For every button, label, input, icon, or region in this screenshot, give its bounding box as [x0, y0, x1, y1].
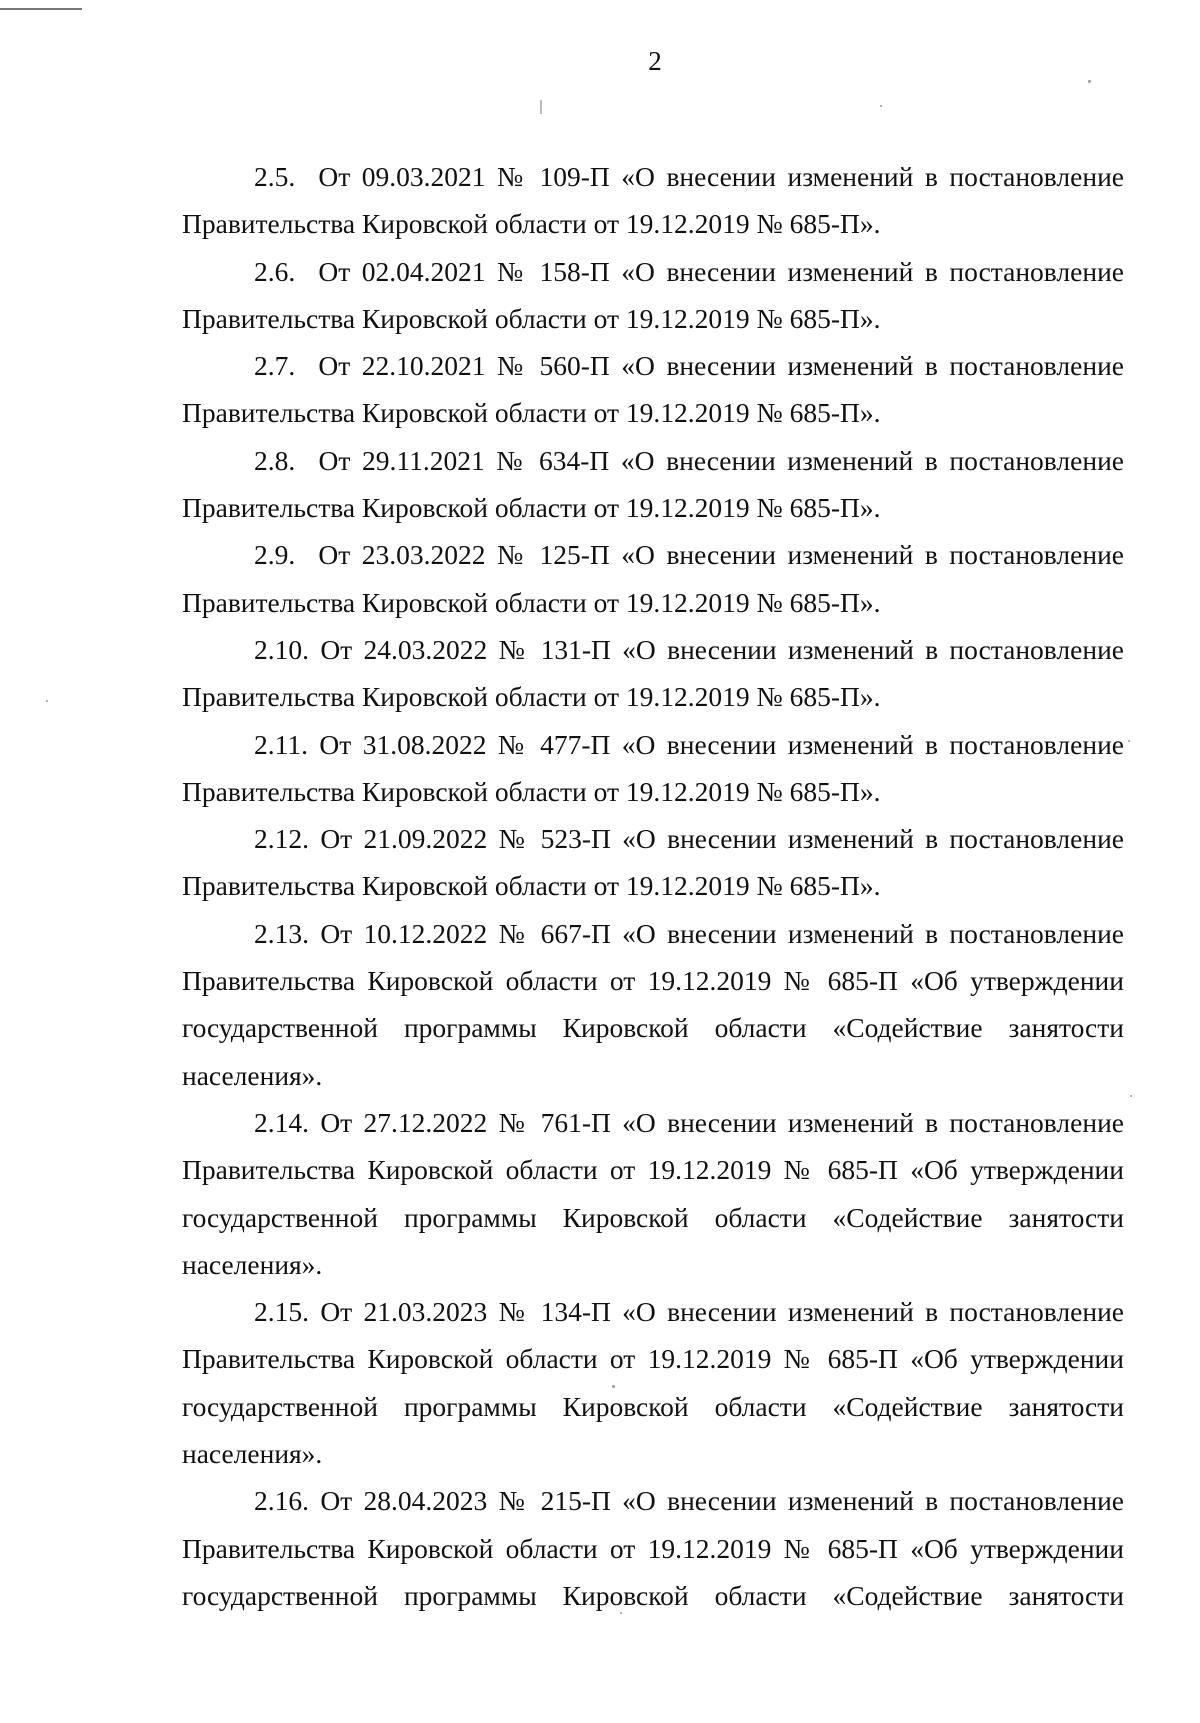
- text-line: Правительства Кировской области от 19.12.2019 № 685-П».: [182, 870, 881, 902]
- list-item: [182, 342, 1124, 437]
- text-line: государственной программы Кировской области «Содействие занятости: [182, 1012, 1124, 1044]
- text-line: 2.11. От 31.08.2022 № 477-П «О внесении изменений в постановление: [254, 728, 1124, 760]
- text-line: Правительства Кировской области от 19.12.2019 № 685-П «Об утверждении: [182, 1154, 1124, 1186]
- text-line: 2.16. От 28.04.2023 № 215-П «О внесении изменений в постановление: [254, 1485, 1124, 1517]
- text-line: Правительства Кировской области от 19.12.2019 № 685-П».: [182, 681, 881, 713]
- list-item: [182, 626, 1124, 721]
- text-line: населения».: [182, 1059, 323, 1091]
- text-line: 2.8. От 29.11.2021 № 634-П «О внесении изменений в постановление: [254, 444, 1124, 476]
- text-line: Правительства Кировской области от 19.12.2019 № 685-П».: [182, 397, 881, 429]
- list-item: [182, 910, 1124, 1099]
- text-line: государственной программы Кировской области «Содействие занятости: [182, 1390, 1124, 1422]
- scan-speck: [1128, 740, 1130, 742]
- page-number: 2: [648, 46, 662, 76]
- list-item: [182, 1477, 1124, 1619]
- list-item: [182, 437, 1124, 532]
- text-line: 2.10. От 24.03.2022 № 131-П «О внесении изменений в постановление: [254, 633, 1124, 665]
- scan-speck: [880, 105, 882, 107]
- scan-speck: [1130, 1095, 1132, 1097]
- text-line: населения».: [182, 1248, 323, 1280]
- text-line: 2.6. От 02.04.2021 № 158-П «О внесении изменений в постановление: [254, 255, 1124, 287]
- scan-speck: [1088, 80, 1091, 83]
- text-line: 2.15. От 21.03.2023 № 134-П «О внесении изменений в постановление: [254, 1296, 1124, 1328]
- text-line: Правительства Кировской области от 19.12.2019 № 685-П «Об утверждении: [182, 1532, 1124, 1564]
- text-line: Правительства Кировской области от 19.12.2019 № 685-П».: [182, 775, 881, 807]
- text-line: государственной программы Кировской области «Содействие занятости: [182, 1201, 1124, 1233]
- text-line: 2.13. От 10.12.2022 № 667-П «О внесении изменений в постановление: [254, 917, 1124, 949]
- text-line: Правительства Кировской области от 19.12.2019 № 685-П».: [182, 302, 881, 334]
- scan-speck: [612, 1385, 615, 1388]
- list-item: [182, 153, 1124, 248]
- list-item: [182, 1288, 1124, 1477]
- text-line: Правительства Кировской области от 19.12.2019 № 685-П».: [182, 586, 881, 618]
- text-line: Правительства Кировской области от 19.12.2019 № 685-П «Об утверждении: [182, 965, 1124, 997]
- text-line: государственной программы Кировской области «Содействие занятости: [182, 1579, 1124, 1611]
- text-line: 2.5. От 09.03.2021 № 109-П «О внесении изменений в постановление: [254, 161, 1124, 192]
- list-item: [182, 721, 1124, 816]
- scan-speck: [540, 100, 542, 114]
- list-item: [182, 815, 1124, 910]
- text-line: 2.12. От 21.09.2022 № 523-П «О внесении изменений в постановление: [254, 823, 1124, 855]
- text-line: Правительства Кировской области от 19.12.2019 № 685-П».: [182, 208, 881, 240]
- scan-speck: [46, 700, 48, 702]
- scan-speck: [620, 1612, 622, 1614]
- list-item: [182, 1099, 1124, 1288]
- list-item: [182, 248, 1124, 343]
- document-body: [182, 153, 1124, 1619]
- text-line: 2.14. От 27.12.2022 № 761-П «О внесении изменений в постановление: [254, 1106, 1124, 1138]
- text-line: Правительства Кировской области от 19.12.2019 № 685-П».: [182, 492, 881, 524]
- text-line: Правительства Кировской области от 19.12.2019 № 685-П «Об утверждении: [182, 1343, 1124, 1375]
- text-line: 2.7. От 22.10.2021 № 560-П «О внесении изменений в постановление: [254, 350, 1124, 382]
- list-item: [182, 531, 1124, 626]
- scan-artifact-line: [0, 8, 82, 10]
- text-line: 2.9. От 23.03.2022 № 125-П «О внесении изменений в постановление: [254, 539, 1124, 571]
- text-line: населения».: [182, 1438, 323, 1470]
